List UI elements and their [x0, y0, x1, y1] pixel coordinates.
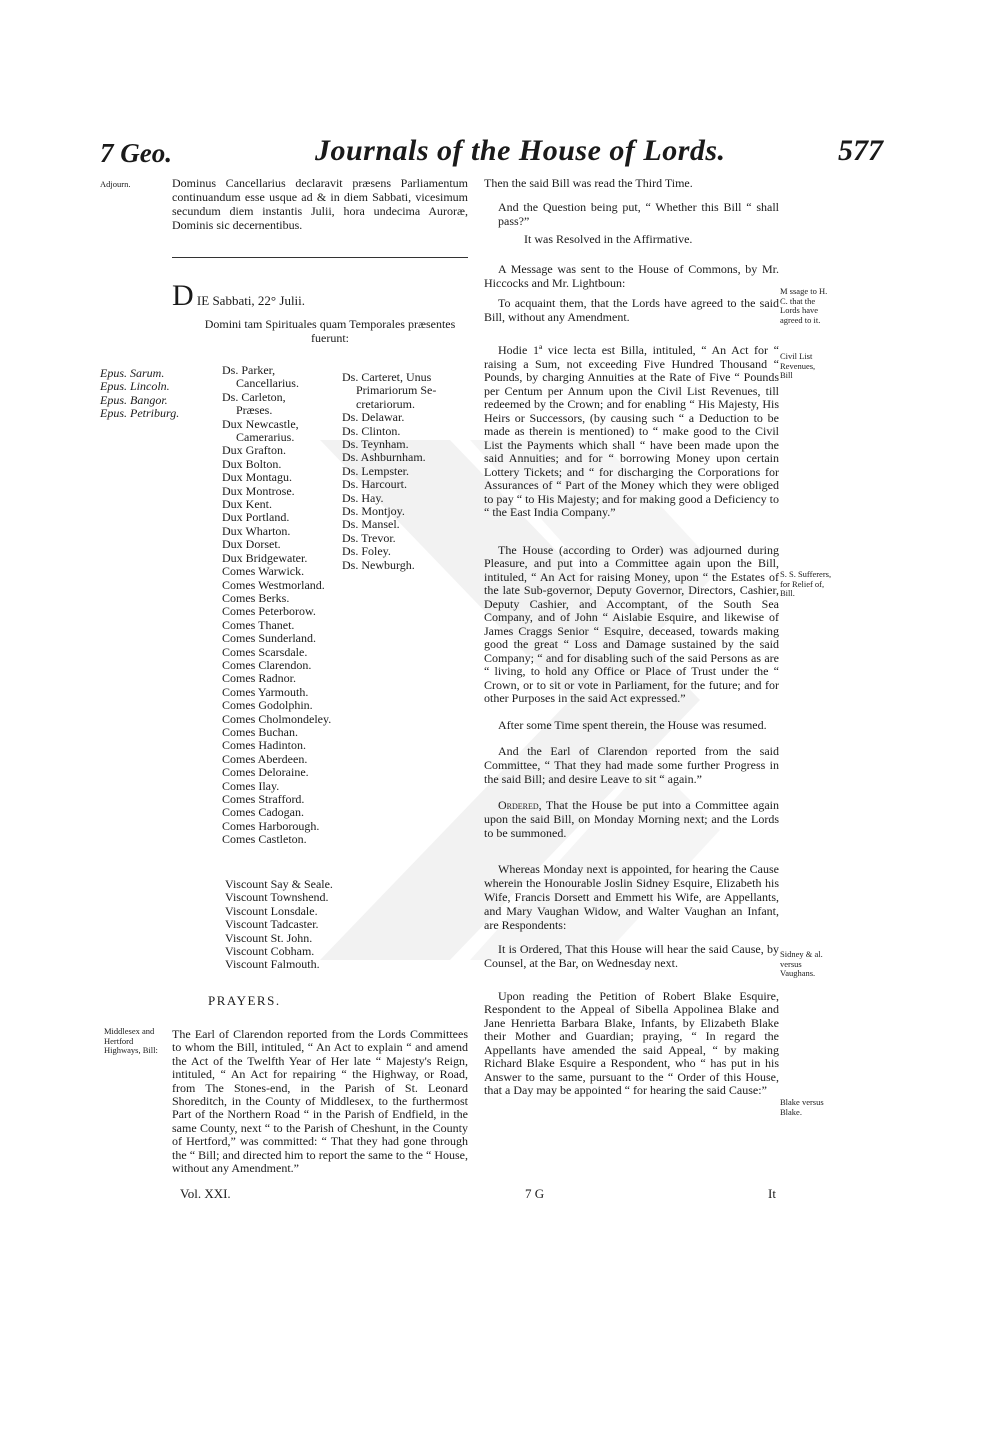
- it-is-ordered-lead: It is Ordered,: [498, 941, 563, 956]
- lord-entry: Dux Portland.: [222, 510, 290, 525]
- lord-entry: Comes Castleton.: [222, 832, 307, 847]
- margin-note-blake: Blake versus Blake.: [780, 1097, 824, 1117]
- margin-note-sidney: Sidney & al. versus Vaughans.: [780, 949, 823, 978]
- bishops-list: [100, 367, 179, 421]
- south-sea-paragraph: The House (according to Order) was adjourned during Pleasure, and put into a Committee again upon the Bill, intituled, “ An Act for raising Money, upon “ the Estates of the late Sub-governor, Deputy Governor, Directors, Cashier, Deputy Cashier, and Accomptant, of the South Sea Company, and of John “ Aislabie Esquire, and likewise of James Craggs Senior “ Esquire, deceased, towards making good the great “ Loss and Damage sustained by the said Company; “ and for disabling such of the said Persons as are “ living, to hold any Office or Place of Trust under the “ Crown, or to sit or vote in Parliament, for the future; and for other Purposes in the said Act expressed.”: [484, 542, 779, 705]
- barons-list: [342, 371, 436, 572]
- footer-volume: Vol. XXI.: [180, 1186, 231, 1201]
- lord-entry: Camerarius.: [236, 430, 295, 445]
- viscounts-list: [225, 878, 333, 972]
- lord-entry: Dux Dorset.: [222, 537, 281, 552]
- lord-entry: Comes Yarmouth.: [222, 684, 309, 699]
- civil-list-paragraph: Hodie 1ª vice lecta est Billa, intituled, “ An Act for “ raising a Sum, not exceeding Five Hundred Thousand “ Pounds, by charging Annuities at the Rate of Five “ Pounds per Centum per Annum upon the Civil List Revenues, till redeemed by the Crown; and for enabling “ His Majesty, His Heirs or Successors, (by causing such “ a Deduction to be made as therein is mentioned) to “ make good to the Civil List the Payments which shall “ have been made upon the said Annuities; and for “ borrowing Money upon certain Lottery Tickets; and “ for discharging the Corporations for Assurances of “ Part of the Money which they were obliged to pay “ to His Majesty; and for making good a Deficiency to “ the East India Company.”: [484, 343, 779, 519]
- margin-note-south-sea: S. S. Sufferers, for Relief of, Bill.: [780, 569, 832, 598]
- third-reading-paragraph: Then the said Bill was read the Third Time.: [484, 176, 693, 190]
- footer-catchword: It: [768, 1186, 776, 1201]
- lord-entry: Præses.: [236, 403, 273, 418]
- lord-entry: Dux Kent.: [222, 497, 272, 512]
- temporal-lords-list: [222, 364, 331, 847]
- lord-entry: Comes Strafford.: [222, 792, 305, 806]
- lord-entry: Comes Thanet.: [222, 617, 295, 632]
- margin-note-highways: Middlesex and Hertford Highways, Bill:: [104, 1026, 158, 1055]
- it-is-ordered-text: That this House will hear the said Cause, by Counsel, at the Bar, on Wednesday next.: [484, 941, 779, 970]
- highways-paragraph: The Earl of Clarendon reported from the Lords Committees to whom the Bill, intituled, “ An Act to explain “ and amend the Act of the Twelfth Year of Her late “ Majesty's Reign, intituled, “ An Act for repairing “ the Highway, or Road, from The Stones-end, in the Parish of St. Leonard Shoreditch, in the County of Middlesex, to the furthermost Part of the Northern Road “ in the Parish of Endfield, in the same County, next “ to the Parish of Cheshunt, in the County of Hertford,” was committed: “ That they had gone through the “ Bill; and directed him to report the same to the “ House, without any Amendment.”: [172, 1027, 468, 1176]
- blake-paragraph: Upon reading the Petition of Robert Blake Esquire, Respondent to the Appeal of Sibella Appolinea Blake and Jane Henrietta Barbara Blake, Infants, by Elizabeth Blake their Mother and Guardian; praying, “ In regard the Appellants have amended the said Appeal, “ by making Richard Blake Esquire a Respondent, who “ has put in his Answer to the same, pursuant to the “ Order of this House, that a Day may be appointed “ for hearing the said Cause:”: [484, 988, 779, 1097]
- lord-entry: Comes Godolphin.: [222, 698, 313, 713]
- lord-entry: Ds. Foley.: [342, 544, 391, 559]
- lord-entry: Ds. Trevor.: [342, 530, 396, 545]
- day-heading-initial: D: [172, 279, 194, 312]
- viscount-entry: Viscount St. John.: [225, 930, 313, 945]
- lord-entry: Comes Cadogan.: [222, 805, 304, 820]
- margin-note-message: M ssage to H. C. that the Lords have agreed to it.: [780, 286, 828, 325]
- lord-entry: Comes Berks.: [222, 590, 290, 605]
- lord-entry: Comes Westmorland.: [222, 577, 325, 592]
- lord-entry: Primariorum Se-: [356, 383, 437, 398]
- margin-note-civil-list: Civil List Revenues, Bill: [780, 351, 816, 380]
- lord-entry: Cancellarius.: [236, 376, 299, 391]
- lord-entry: Dux Grafton.: [222, 443, 286, 458]
- lord-entry: Comes Deloraine.: [222, 765, 309, 780]
- header-title: Journals of the House of Lords.: [315, 134, 726, 167]
- lord-entry: cretariorum.: [356, 396, 415, 411]
- section-divider: [172, 257, 468, 258]
- lord-entry: Ds. Lempster.: [342, 463, 409, 478]
- day-heading-text: IE Sabbati, 22° Julii.: [196, 293, 306, 308]
- lord-entry: Comes Ilay.: [222, 778, 280, 793]
- header-regnal-year: 7 Geo.: [100, 138, 172, 168]
- bishop-entry: Epus. Petriburg.: [100, 406, 180, 421]
- lord-entry: Dux Montagu.: [222, 470, 292, 485]
- lord-entry: Ds. Newburgh.: [342, 557, 415, 572]
- present-line: Domini tam Spirituales quam Temporales præsentes fuerunt:: [204, 317, 456, 345]
- lord-entry: Ds. Hay.: [342, 490, 384, 505]
- lord-entry: Ds. Parker,: [222, 363, 276, 377]
- lord-entry: Comes Clarendon.: [222, 657, 312, 672]
- day-heading: [172, 279, 306, 312]
- lord-entry: Ds. Harcourt.: [342, 477, 407, 492]
- lord-entry: Dux Wharton.: [222, 523, 291, 538]
- lord-entry: Comes Radnor.: [222, 671, 296, 686]
- adjourn-paragraph: Dominus Cancellarius declaravit præsens Parliamentum continuandum esse usque ad & in diem Sabbati, vicesimum secundum diem instantis Julii, hora undecima Auroræ, Dominis sic decernentibus.: [172, 176, 468, 232]
- ordered-text: That the House be put into a Committee again upon the said Bill, on Monday Morning next; and the Lords to be summoned.: [484, 797, 779, 840]
- lord-entry: Ds. Teynham.: [342, 437, 409, 452]
- question-paragraph: And the Question being put, “ Whether this Bill “ shall pass?”: [498, 200, 779, 228]
- viscount-entry: Viscount Lonsdale.: [225, 903, 318, 918]
- lord-entry: Dux Newcastle,: [222, 416, 299, 431]
- bishop-entry: Epus. Lincoln.: [100, 379, 170, 394]
- resolved-paragraph: It was Resolved in the Affirmative.: [524, 232, 693, 246]
- lord-entry: Dux Bolton.: [222, 456, 282, 471]
- sidney-paragraph: Whereas Monday next is appointed, for hearing the Cause wherein the Honourable Joslin Sidney Esquire, Elizabeth his Wife, Francis Dorsett and Emmett his Wife, are Appellants, and Mary Vaughan Widow, and Walter Vaughan an Infant, are Respondents:: [484, 861, 779, 932]
- resumed-paragraph: After some Time spent therein, the House was resumed.: [498, 717, 767, 732]
- viscount-entry: Viscount Townshend.: [225, 890, 329, 905]
- page-number: 577: [838, 134, 883, 167]
- lord-entry: Comes Sunderland.: [222, 631, 316, 646]
- lord-entry: Dux Montrose.: [222, 483, 295, 498]
- lord-entry: Comes Cholmondeley.: [222, 711, 332, 726]
- lord-entry: Ds. Clinton.: [342, 423, 401, 438]
- ordered-paragraph: [484, 798, 779, 840]
- lord-entry: Ds. Carleton,: [222, 389, 286, 404]
- prayers-heading: PRAYERS.: [208, 993, 281, 1008]
- message-paragraph: A Message was sent to the House of Commons, by Mr. Hiccocks and Mr. Lightboun:: [484, 262, 779, 290]
- lord-entry: Ds. Montjoy.: [342, 504, 405, 519]
- bishop-entry: Epus. Bangor.: [100, 392, 168, 407]
- viscount-entry: Viscount Tadcaster.: [225, 917, 319, 932]
- lord-entry: Comes Hadinton.: [222, 738, 306, 753]
- ordered-lead: Ordered,: [498, 797, 542, 812]
- viscount-entry: Viscount Falmouth.: [225, 957, 320, 972]
- acquaint-paragraph: To acquaint them, that the Lords have agreed to the said Bill, without any Amendment.: [484, 296, 779, 324]
- lord-entry: Comes Warwick.: [222, 564, 305, 579]
- running-header: [0, 130, 992, 170]
- margin-note-adjourn: Adjourn.: [100, 179, 131, 189]
- lord-entry: Ds. Ashburnham.: [342, 450, 426, 465]
- bishop-entry: Epus. Sarum.: [100, 366, 165, 380]
- lord-entry: Comes Aberdeen.: [222, 751, 308, 766]
- right-column: [484, 176, 779, 1098]
- lord-entry: Ds. Mansel.: [342, 517, 400, 532]
- viscount-entry: Viscount Say & Seale.: [225, 877, 333, 891]
- lord-entry: Comes Harborough.: [222, 818, 320, 833]
- lord-entry: Dux Bridgewater.: [222, 550, 308, 565]
- lord-entry: Comes Buchan.: [222, 724, 298, 739]
- it-is-ordered-paragraph: [484, 942, 779, 970]
- footer-signature: 7 G: [525, 1186, 545, 1201]
- clarendon-report-paragraph: And the Earl of Clarendon reported from the said Committee, “ That they had made some further Progress in the said Bill; and desire Leave to sit “ again.”: [484, 743, 779, 786]
- lord-entry: Ds. Carteret, Unus: [342, 370, 432, 384]
- lord-entry: Comes Scarsdale.: [222, 644, 308, 659]
- lord-entry: Comes Peterborow.: [222, 604, 316, 619]
- lord-entry: Ds. Delawar.: [342, 410, 405, 425]
- viscount-entry: Viscount Cobham.: [225, 944, 315, 959]
